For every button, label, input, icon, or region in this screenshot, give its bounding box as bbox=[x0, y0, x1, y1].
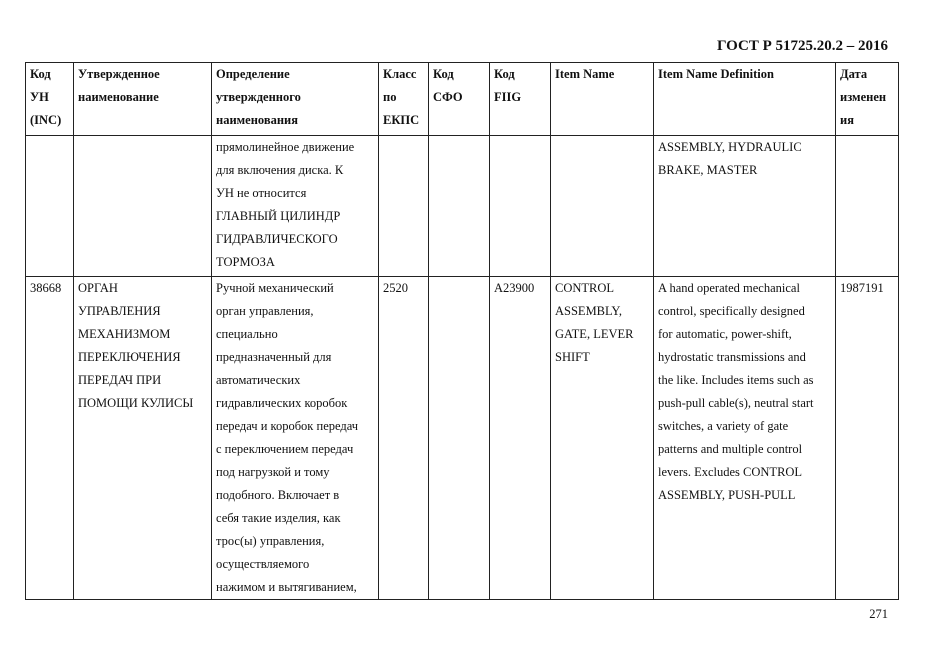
header-definition: Определение утвержденного наименования bbox=[212, 63, 379, 136]
document-standard-title: ГОСТ Р 51725.20.2 – 2016 bbox=[716, 38, 888, 54]
cell-inc: 38668 bbox=[26, 277, 74, 600]
header-inc: Код УН (INC) bbox=[26, 63, 74, 136]
cell-inc bbox=[26, 136, 74, 277]
cell-class bbox=[379, 136, 429, 277]
cell-change-date bbox=[836, 136, 899, 277]
cell-definition: Ручной механический орган управления, специально предназначенный для автоматических гидравлических коробок передач и коробок передач с переключением передач под нагрузкой и тому подобного. Включает в себя такие изделия, как трос(ы) управления, осуществляемого нажимом и вытягиванием, bbox=[212, 277, 379, 600]
header-item-name-definition: Item Name Definition bbox=[654, 63, 836, 136]
table-header-row bbox=[26, 63, 899, 136]
header-item-name: Item Name bbox=[551, 63, 654, 136]
header-fiig: Код FIIG bbox=[490, 63, 551, 136]
header-sfo: Код СФО bbox=[429, 63, 490, 136]
cell-definition: прямолинейное движение для включения диска. К УН не относится ГЛАВНЫЙ ЦИЛИНДР ГИДРАВЛИЧЕСКОГО ТОРМОЗА bbox=[212, 136, 379, 277]
cell-approved-name: ОРГАН УПРАВЛЕНИЯ МЕХАНИЗМОМ ПЕРЕКЛЮЧЕНИЯ ПЕРЕДАЧ ПРИ ПОМОЩИ КУЛИСЫ bbox=[74, 277, 212, 600]
cell-item-name: CONTROL ASSEMBLY, GATE, LEVER SHIFT bbox=[551, 277, 654, 600]
cell-change-date: 1987191 bbox=[836, 277, 899, 600]
inc-table bbox=[25, 62, 899, 600]
cell-fiig: A23900 bbox=[490, 277, 551, 600]
cell-sfo bbox=[429, 136, 490, 277]
cell-fiig bbox=[490, 136, 551, 277]
table-row bbox=[26, 136, 899, 277]
cell-item-name-definition: ASSEMBLY, HYDRAULIC BRAKE, MASTER bbox=[654, 136, 836, 277]
cell-class: 2520 bbox=[379, 277, 429, 600]
table-row bbox=[26, 277, 899, 600]
header-class: Класс по ЕКПС bbox=[379, 63, 429, 136]
cell-approved-name bbox=[74, 136, 212, 277]
page-number: 271 bbox=[869, 607, 888, 621]
cell-item-name-definition: A hand operated mechanical control, specifically designed for automatic, power-shift, hydrostatic transmissions and the like. Includes items such as push-pull cable(s), neutral start switches, a variety of gate patterns and multiple control levers. Excludes CONTROL ASSEMBLY, PUSH-PULL bbox=[654, 277, 836, 600]
header-approved-name: Утвержденное наименование bbox=[74, 63, 212, 136]
cell-sfo bbox=[429, 277, 490, 600]
cell-item-name bbox=[551, 136, 654, 277]
header-change-date: Дата изменен ия bbox=[836, 63, 899, 136]
